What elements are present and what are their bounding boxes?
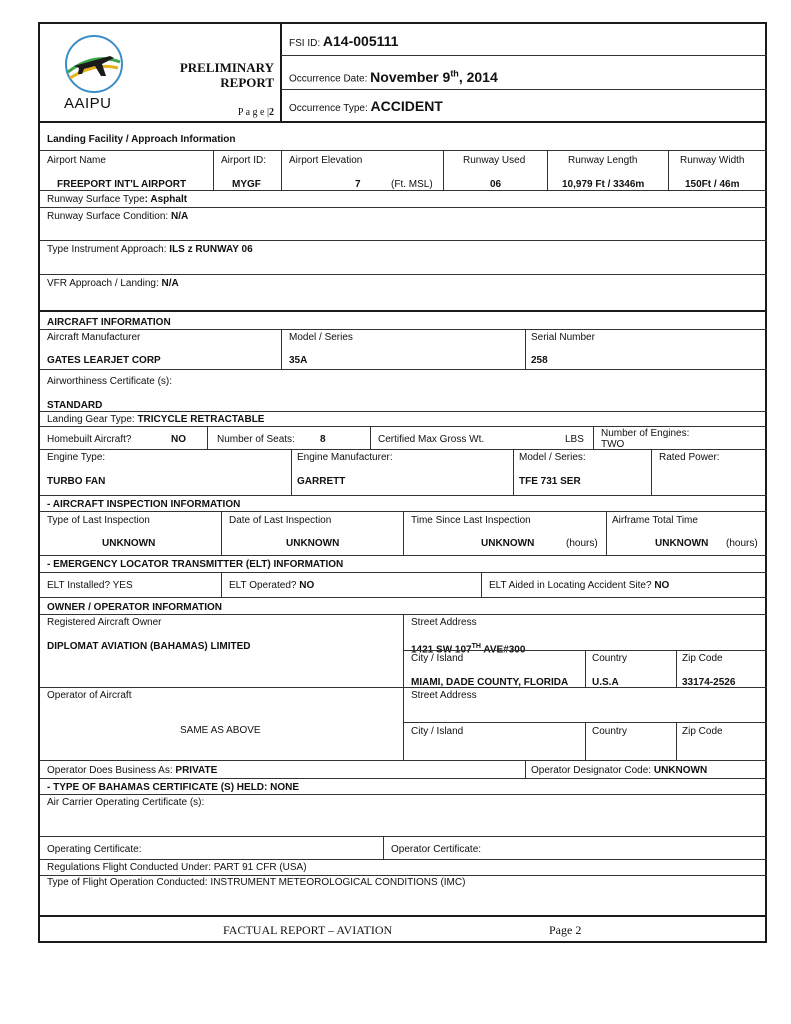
zip-code-label: Zip Code (682, 653, 723, 664)
occurrence-type-value: ACCIDENT (370, 98, 443, 114)
report-title-line2: REPORT (220, 75, 274, 90)
runway-used-label: Runway Used (463, 155, 526, 166)
engine-manufacturer-label: Engine Manufacturer: (297, 452, 393, 463)
aaipu-logo (54, 32, 134, 102)
runway-width-value: 150Ft / 46m (685, 179, 740, 190)
country-label: Country (592, 653, 628, 664)
airplane-globe-icon (54, 32, 134, 102)
time-since-unit: (hours) (566, 538, 598, 549)
airframe-total-unit: (hours) (726, 538, 758, 549)
elt-operated: ELT Operated? NO (229, 580, 315, 591)
max-gross-unit: LBS (565, 434, 584, 445)
inspection-date-label: Date of Last Inspection (229, 515, 332, 526)
engines-value: TWO (601, 439, 625, 450)
operator-dba-value: PRIVATE (175, 765, 218, 776)
engine-model-label: Model / Series: (519, 452, 586, 463)
seats-label: Number of Seats: (217, 434, 295, 445)
operator-city-label: City / Island (411, 726, 464, 737)
runway-length-value: 10,979 Ft / 3346m (562, 179, 645, 190)
airport-elevation-value: 7 (355, 179, 361, 190)
footer-page: Page 2 (549, 923, 582, 937)
report-form (38, 22, 767, 943)
seats-value: 8 (320, 434, 326, 445)
inspection-type-value: UNKNOWN (102, 538, 156, 549)
instrument-approach-value: ILS z RUNWAY 06 (169, 244, 253, 255)
airport-elevation-label: Airport Elevation (289, 155, 363, 166)
engine-type-value: TURBO FAN (47, 476, 106, 487)
max-gross-label: Certified Max Gross Wt. (378, 434, 485, 445)
airport-id-label: Airport ID: (221, 155, 267, 166)
operator-designator-value: UNKNOWN (653, 765, 708, 776)
regulations: Regulations Flight Conducted Under: PART 91 CFR (USA) (47, 862, 307, 873)
elevation-unit: (Ft. MSL) (391, 179, 433, 190)
elt-section-title: - EMERGENCY LOCATOR TRANSMITTER (ELT) INFORMATION (47, 559, 344, 570)
airport-id-value: MYGF (232, 179, 261, 190)
landing-gear-value: TRICYCLE RETRACTABLE (137, 414, 265, 425)
registered-owner-value: DIPLOMAT AVIATION (BAHAMAS) LIMITED (47, 641, 251, 652)
elt-aided: ELT Aided in Locating Accident Site? NO (489, 580, 670, 591)
logo-text: AAIPU (64, 95, 112, 112)
operator-street-label: Street Address (411, 690, 477, 701)
airport-name-value: FREEPORT INT'L AIRPORT (57, 179, 187, 190)
aircraft-section-title: AIRCRAFT INFORMATION (47, 317, 171, 328)
owner-section-title: OWNER / OPERATOR INFORMATION (47, 602, 222, 613)
operator-certificate-label: Operator Certificate: (391, 844, 482, 855)
inspection-section-title: - AIRCRAFT INSPECTION INFORMATION (47, 499, 241, 510)
registered-owner-label: Registered Aircraft Owner (47, 617, 162, 628)
engine-model-value: TFE 731 SER (519, 476, 581, 487)
homebuilt-label: Homebuilt Aircraft? (47, 434, 132, 445)
surface-condition-value: N/A (170, 211, 189, 222)
landing-gear: Landing Gear Type: TRICYCLE RETRACTABLE (47, 414, 265, 425)
model-series-label: Model / Series (289, 332, 353, 343)
vfr-approach-value: N/A (161, 278, 179, 289)
operator-zip-label: Zip Code (682, 726, 723, 737)
report-title-line1: PRELIMINARY (179, 60, 274, 75)
airframe-total-value: UNKNOWN (655, 538, 709, 549)
model-series-value: 35A (289, 355, 308, 366)
elt-aided-value: NO (654, 580, 670, 591)
operator-designator: Operator Designator Code: UNKNOWN (531, 765, 708, 776)
time-since-value: UNKNOWN (481, 538, 535, 549)
operating-certificate-label: Operating Certificate: (47, 844, 142, 855)
footer-title: FACTUAL REPORT – AVIATION (223, 923, 393, 937)
time-since-label: Time Since Last Inspection (411, 515, 531, 526)
landing-section-title: Landing Facility / Approach Information (47, 134, 236, 145)
airport-name-label: Airport Name (47, 155, 106, 166)
certificate-section-title: - TYPE OF BAHAMAS CERTIFICATE (S) HELD: NONE (47, 782, 300, 793)
serial-number-value: 258 (531, 355, 548, 366)
aircraft-manufacturer-label: Aircraft Manufacturer (47, 332, 141, 343)
city-island-label: City / Island (411, 653, 464, 664)
city-island-value: MIAMI, DADE COUNTY, FLORIDA (411, 677, 569, 688)
occurrence-type: Occurrence Type: ACCIDENT (289, 98, 443, 114)
page-number: 2 (269, 107, 274, 118)
country-value: U.S.A (592, 677, 619, 688)
operator-label: Operator of Aircraft (47, 690, 132, 701)
runway-used-value: 06 (490, 179, 502, 190)
surface-type-value: : Asphalt (144, 194, 188, 205)
runway-width-label: Runway Width (680, 155, 745, 166)
fsi-value: A14-005111 (322, 33, 399, 49)
engine-manufacturer-value: GARRETT (297, 476, 346, 487)
runway-length-label: Runway Length (568, 155, 638, 166)
surface-condition: Runway Surface Condition: N/A (47, 211, 189, 222)
rated-power-label: Rated Power: (659, 452, 720, 463)
street-address-label: Street Address (411, 617, 477, 628)
airworthiness-label: Airworthiness Certificate (s): (47, 376, 173, 387)
carrier-certificate-label: Air Carrier Operating Certificate (s): (47, 797, 205, 808)
engines-label: Number of Engines: (601, 428, 690, 439)
operator-value: SAME AS ABOVE (180, 725, 261, 736)
inspection-date-value: UNKNOWN (286, 538, 340, 549)
flight-operation-type: Type of Flight Operation Conducted: INSTRUMENT METEOROLOGICAL CONDITIONS (IMC) (47, 877, 466, 888)
serial-number-label: Serial Number (531, 332, 595, 343)
elt-operated-value: NO (299, 580, 315, 591)
inspection-type-label: Type of Last Inspection (47, 515, 150, 526)
instrument-approach: Type Instrument Approach: ILS z RUNWAY 06 (47, 244, 253, 255)
page-label: P a g e |2 (237, 107, 274, 118)
zip-code-value: 33174-2526 (682, 677, 736, 688)
operator-country-label: Country (592, 726, 628, 737)
occurrence-date-value: November 9th, 2014 (370, 68, 498, 85)
operator-dba: Operator Does Business As: PRIVATE (47, 765, 218, 776)
occurrence-date: Occurrence Date: November 9th, 2014 (289, 68, 498, 85)
fsi-id: FSI ID: A14-005111 (289, 33, 399, 49)
street-address-value: 1421 SW 107TH AVE#300 (411, 643, 526, 656)
aircraft-manufacturer-value: GATES LEARJET CORP (47, 355, 161, 366)
airframe-total-label: Airframe Total Time (612, 515, 698, 526)
surface-type: Runway Surface Type: Asphalt (47, 194, 188, 205)
vfr-approach: VFR Approach / Landing: N/A (47, 278, 179, 289)
engine-type-label: Engine Type: (47, 452, 106, 463)
airworthiness-value: STANDARD (47, 400, 103, 411)
homebuilt-value: NO (171, 434, 186, 445)
elt-installed: ELT Installed? YES (47, 580, 133, 591)
